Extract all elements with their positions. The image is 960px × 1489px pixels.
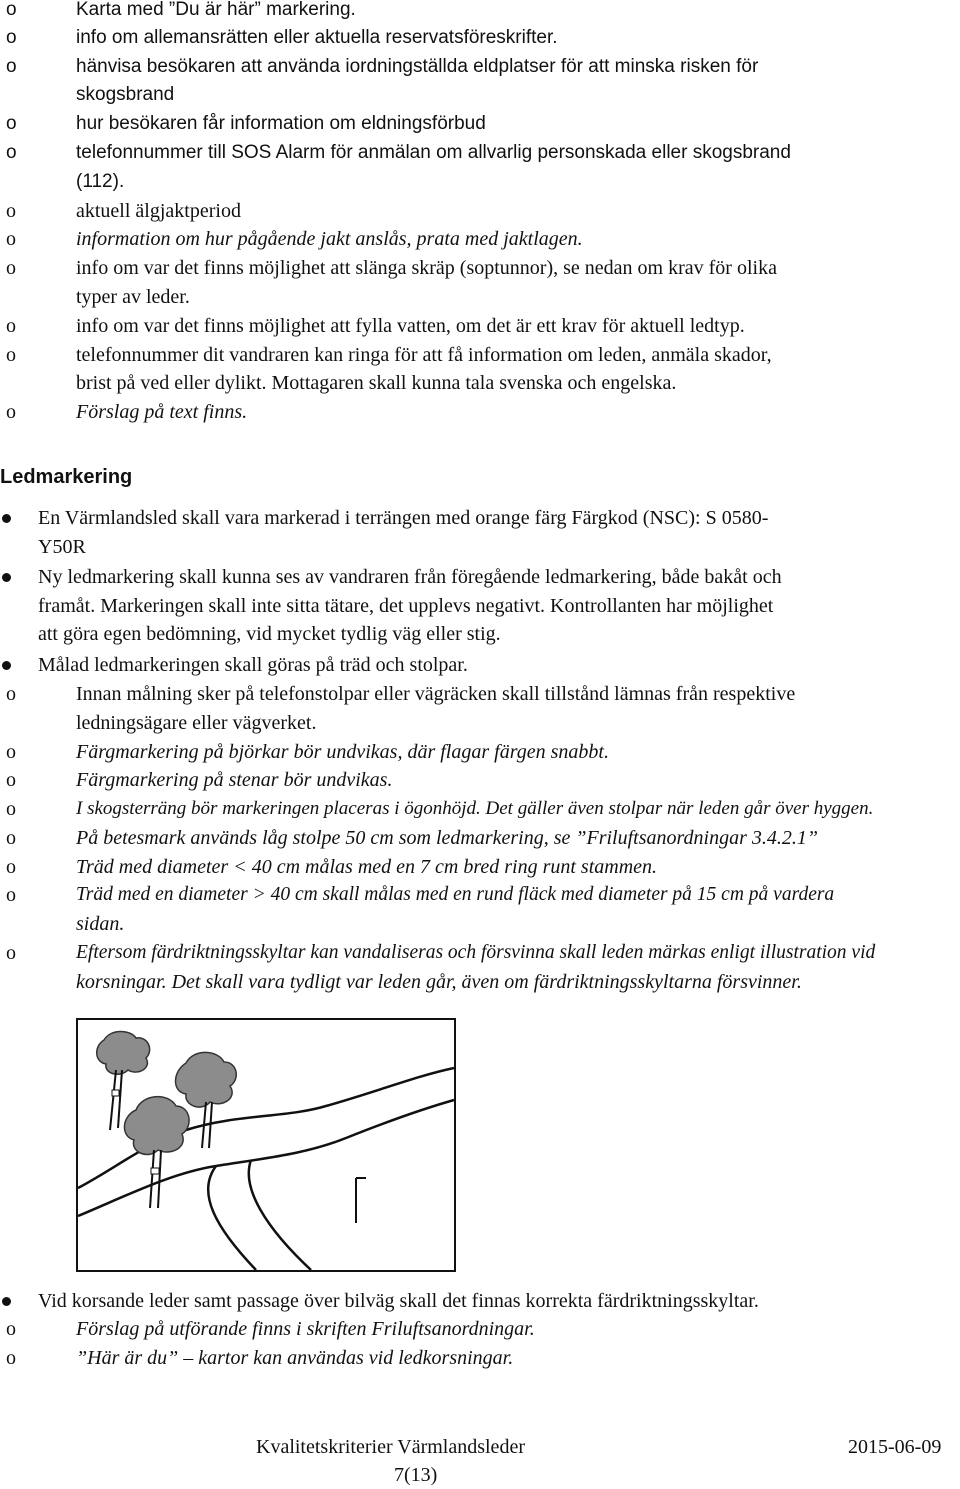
list-item: information om hur pågående jakt anslås, prata med jaktlagen. [76,228,583,250]
list-bullet: o [6,27,17,48]
list-bullet: o [6,0,17,20]
list-bullet: o [6,769,16,791]
list-item-cont: korsningar. Det skall vara tydligt var leden går, även om färdriktningsskyltarna försvinner. [76,971,802,993]
list-bullet: o [6,257,16,279]
list-bullet: o [6,113,17,134]
page-number: 7(13) [394,1464,438,1486]
list-bullet: o [6,344,16,366]
paragraph-line: att göra egen bedömning, vid mycket tydlig väg eller stig. [38,623,501,645]
list-bullet: o [6,56,17,77]
list-bullet: o [6,142,17,163]
list-bullet: o [6,401,16,423]
list-item-cont: brist på ved eller dylikt. Mottagaren skall kunna tala svenska och engelska. [76,372,677,394]
bullet-dot [2,661,11,670]
list-bullet: o [6,1347,16,1369]
list-item: info om var det finns möjlighet att fylla vatten, om det är ett krav för aktuell ledtyp. [76,315,745,337]
paragraph-line: framåt. Markeringen skall inte sitta tätare, det upplevs negativt. Kontrollanten har möjlighet [38,595,774,617]
list-item: Förslag på utförande finns i skriften Friluftsanordningar. [76,1318,535,1340]
trail-crossing-illustration [76,1018,456,1272]
trail-mark [151,1168,159,1174]
list-item: Innan målning sker på telefonstolpar eller vägräcken skall tillstånd lämnas från respektive [76,683,796,705]
paragraph-line: Y50R [38,536,86,558]
list-item-cont: typer av leder. [76,286,190,308]
bullet-dot [2,514,11,523]
section-heading: Ledmarkering [0,466,133,488]
list-bullet: o [6,856,16,878]
paragraph-line: Målad ledmarkeringen skall göras på träd och stolpar. [38,654,468,676]
list-bullet: o [6,200,16,222]
list-item: info om allemansrätten eller aktuella reservatsföreskrifter. [76,27,558,48]
list-item: ”Här är du” – kartor kan användas vid ledkorsningar. [76,1347,514,1369]
list-bullet: o [6,884,16,906]
list-item: Eftersom färdriktningsskyltar kan vandaliseras och försvinna skall leden märkas enligt illustration vid [76,942,876,963]
list-bullet: o [6,315,16,337]
footer-title: Kvalitetskriterier Värmlandsleder [256,1436,525,1458]
list-bullet: o [6,942,16,964]
list-item-cont: ledningsägare eller vägverket. [76,712,317,734]
list-item-cont: sidan. [76,913,125,935]
list-item: Färgmarkering på björkar bör undvikas, där flagar färgen snabbt. [76,741,609,763]
list-item-cont: skogsbrand [76,84,175,105]
list-item: aktuell älgjaktperiod [76,200,241,222]
list-bullet: o [6,798,16,820]
list-item: Träd med en diameter > 40 cm skall målas med en rund fläck med diameter på 15 cm på vardera [76,884,835,905]
list-bullet: o [6,827,16,849]
list-item: På betesmark används låg stolpe 50 cm som ledmarkering, se ”Friluftsanordningar 3.4.2.1” [76,827,819,849]
list-item: Färgmarkering på stenar bör undvikas. [76,769,393,791]
footer-date: 2015-06-09 [848,1436,942,1458]
list-item: hur besökaren får information om eldningsförbud [76,113,486,134]
list-bullet: o [6,741,16,763]
paragraph-line: En Värmlandsled skall vara markerad i terrängen med orange färg Färgkod (NSC): S 0580- [38,507,769,529]
trail-mark [112,1090,119,1096]
list-item: hänvisa besökaren att använda iordningställda eldplatser för att minska risken för [76,56,759,77]
list-item-cont: (112). [76,171,125,192]
list-item: Karta med ”Du är här” markering. [76,0,356,20]
bullet-dot [2,1297,11,1306]
paragraph-line: Ny ledmarkering skall kunna ses av vandraren från föregående ledmarkering, både bakåt och [38,566,782,588]
list-item: telefonnummer till SOS Alarm för anmälan om allvarlig personskada eller skogsbrand [76,142,791,163]
list-bullet: o [6,228,16,250]
list-item: Förslag på text finns. [76,401,248,423]
list-item: telefonnummer dit vandraren kan ringa för att få information om leden, anmäla skador, [76,344,772,366]
list-bullet: o [6,683,16,705]
list-item: I skogsterräng bör markeringen placeras i ögonhöjd. Det gäller även stolpar när leden går över hyggen. [76,798,874,819]
paragraph-line: Vid korsande leder samt passage över bilväg skall det finnas korrekta färdriktningsskyltar. [38,1290,759,1312]
list-item: Träd med diameter < 40 cm målas med en 7 cm bred ring runt stammen. [76,856,658,878]
list-bullet: o [6,1318,16,1340]
list-item: info om var det finns möjlighet att slänga skräp (soptunnor), se nedan om krav för olika [76,257,777,279]
bullet-dot [2,573,11,582]
